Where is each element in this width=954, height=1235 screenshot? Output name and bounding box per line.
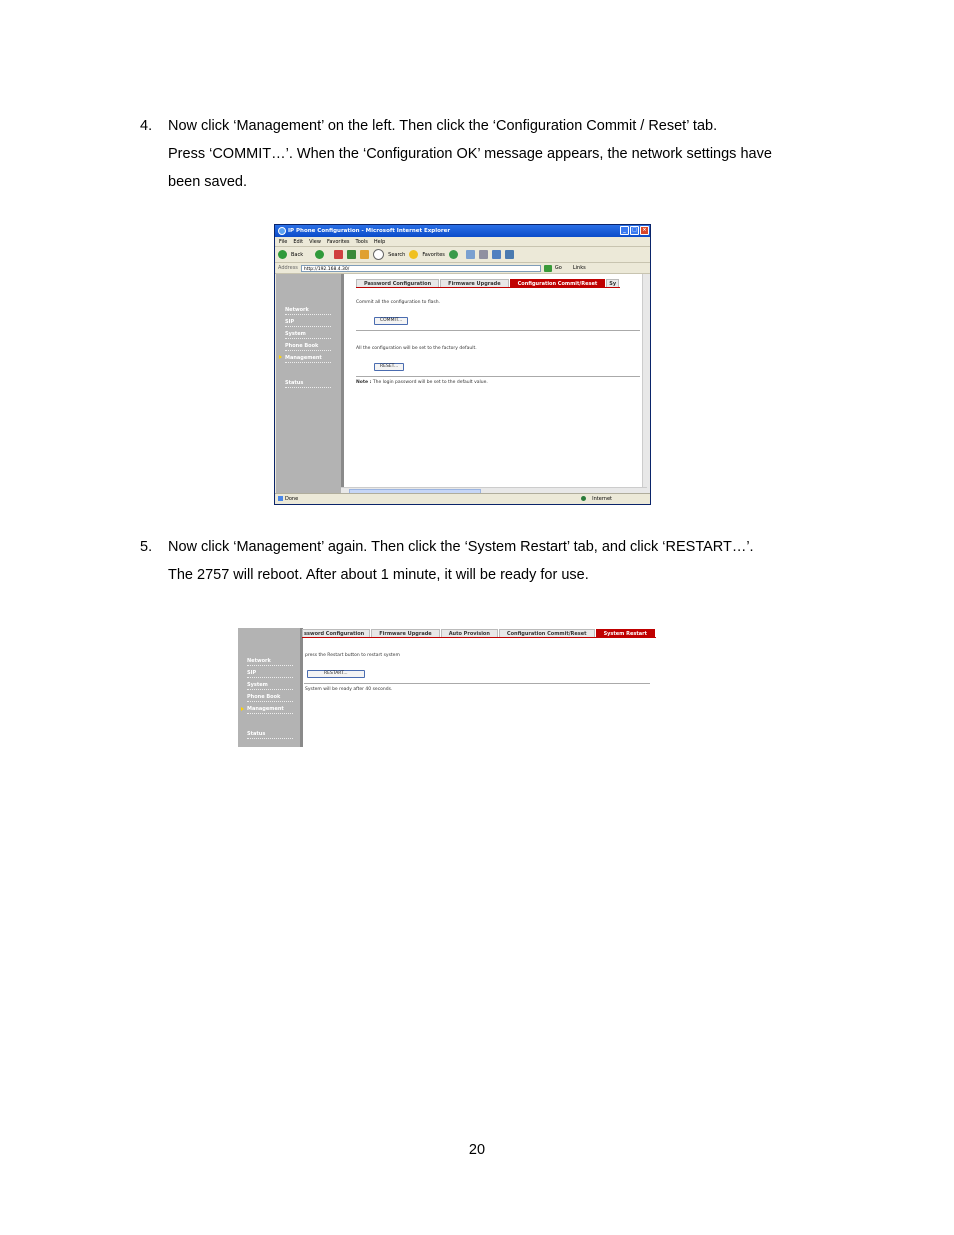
note-body: The login password will be set to the default value. (371, 380, 488, 385)
divider (356, 376, 640, 377)
selected-arrow-icon (241, 707, 244, 711)
restart-description: press the Restart button to restart system (305, 653, 400, 658)
sidebar-item-management[interactable]: Management (285, 355, 331, 363)
tab-password-configuration[interactable]: Password Configuration (356, 279, 439, 287)
status-text: Done (285, 496, 299, 502)
search-label[interactable]: Search (388, 251, 406, 258)
favorites-icon[interactable] (409, 250, 418, 259)
system-restart-screenshot (238, 628, 689, 747)
favorites-label[interactable]: Favorites (422, 251, 445, 258)
tab-password-configuration-partial[interactable]: ssword Configuration (302, 629, 370, 637)
sidebar-item-phone-book[interactable]: Phone Book (247, 694, 293, 702)
step-text-line: been saved. (168, 174, 248, 190)
step-text-line: Press ‘COMMIT…’. When the ‘Configuration OK’ message appears, the network settings have (168, 146, 772, 162)
tab-bar (302, 629, 656, 638)
sidebar-nav (276, 274, 344, 493)
messenger-icon[interactable] (505, 250, 514, 259)
reset-description: All the configuration will be set to the factory default. (356, 346, 477, 351)
minimize-icon[interactable]: _ (620, 226, 629, 235)
ready-message: System will be ready after 40 seconds. (305, 687, 393, 692)
commit-description: Commit all the configuration to flash. (356, 300, 441, 305)
restart-button[interactable]: RESTART... (307, 670, 365, 678)
window-titlebar (275, 225, 650, 237)
status-bar (275, 493, 650, 504)
sidebar-item-system[interactable]: System (247, 682, 293, 690)
security-zone: Internet (592, 496, 612, 502)
forward-icon[interactable] (315, 250, 324, 259)
tab-configuration-commit-reset[interactable]: Configuration Commit/Reset (510, 279, 606, 287)
tab-system-restart-partial[interactable]: Sy (606, 279, 619, 287)
sidebar-item-sip[interactable]: SIP (247, 670, 293, 678)
divider (356, 330, 640, 331)
sidebar-item-status[interactable]: Status (285, 380, 331, 388)
step-text-line: Now click ‘Management’ on the left. Then click the ‘Configuration Commit / Reset’ tab. (168, 118, 718, 134)
print-icon[interactable] (479, 250, 488, 259)
tab-auto-provision[interactable]: Auto Provision (441, 629, 498, 637)
menu-bar (275, 237, 650, 247)
window-title: IP Phone Configuration - Microsoft Internet Explorer (288, 228, 451, 234)
stop-icon[interactable] (334, 250, 343, 259)
step-number: 5. (140, 539, 153, 555)
browser-window-screenshot (274, 224, 651, 505)
menu-edit[interactable]: Edit (293, 238, 304, 245)
close-icon[interactable]: × (640, 226, 649, 235)
search-icon[interactable] (373, 249, 384, 260)
address-label: Address (278, 265, 298, 271)
tab-bar (356, 279, 620, 288)
menu-view[interactable]: View (309, 238, 321, 245)
step-number: 4. (140, 118, 153, 134)
sidebar-item-sip[interactable]: SIP (285, 319, 331, 327)
step-text-line: The 2757 will reboot. After about 1 minute, it will be ready for use. (168, 567, 589, 583)
address-bar (275, 263, 650, 274)
tab-configuration-commit-reset[interactable]: Configuration Commit/Reset (499, 629, 595, 637)
sidebar-nav (238, 628, 303, 747)
back-label[interactable]: Back (291, 251, 304, 258)
page-content (276, 274, 649, 493)
divider (304, 683, 650, 684)
commit-button[interactable]: COMMIT... (374, 317, 408, 325)
page-number: 20 (468, 1142, 486, 1158)
maximize-icon[interactable]: □ (630, 226, 639, 235)
edit-icon[interactable] (492, 250, 501, 259)
home-icon[interactable] (360, 250, 369, 259)
go-label[interactable]: Go (554, 265, 562, 271)
menu-file[interactable]: File (279, 238, 288, 245)
menu-tools[interactable]: Tools (355, 238, 368, 245)
history-icon[interactable] (449, 250, 458, 259)
sidebar-item-network[interactable]: Network (247, 658, 293, 666)
reset-button[interactable]: RESET... (374, 363, 404, 371)
go-icon[interactable] (544, 265, 552, 272)
tab-firmware-upgrade[interactable]: Firmware Upgrade (371, 629, 439, 637)
browser-toolbar (275, 247, 650, 263)
step-text-line: Now click ‘Management’ again. Then click the ‘System Restart’ tab, and click ‘RESTART…’. (168, 539, 754, 555)
internet-zone-icon (581, 496, 586, 501)
tab-firmware-upgrade[interactable]: Firmware Upgrade (440, 279, 508, 287)
selected-arrow-icon (279, 355, 282, 359)
vertical-scrollbar[interactable] (642, 274, 650, 493)
note-text (356, 380, 488, 385)
sidebar-item-network[interactable]: Network (285, 307, 331, 315)
sidebar-item-management[interactable]: Management (247, 706, 293, 714)
step-5-paragraph (140, 533, 840, 589)
links-label[interactable]: Links (572, 265, 586, 271)
tab-system-restart[interactable]: System Restart (596, 629, 655, 637)
menu-favorites[interactable]: Favorites (326, 238, 350, 245)
sidebar-item-system[interactable]: System (285, 331, 331, 339)
ie-icon (278, 227, 286, 235)
refresh-icon[interactable] (347, 250, 356, 259)
back-icon[interactable] (278, 250, 287, 259)
sidebar-item-status[interactable]: Status (247, 731, 293, 739)
step-4-paragraph (140, 112, 840, 196)
menu-help[interactable]: Help (373, 238, 386, 245)
page-done-icon (278, 496, 283, 501)
sidebar-item-phone-book[interactable]: Phone Book (285, 343, 331, 351)
address-input[interactable]: http://192.168.4.30/ (301, 265, 541, 272)
note-label: Note : (356, 380, 372, 385)
mail-icon[interactable] (466, 250, 475, 259)
